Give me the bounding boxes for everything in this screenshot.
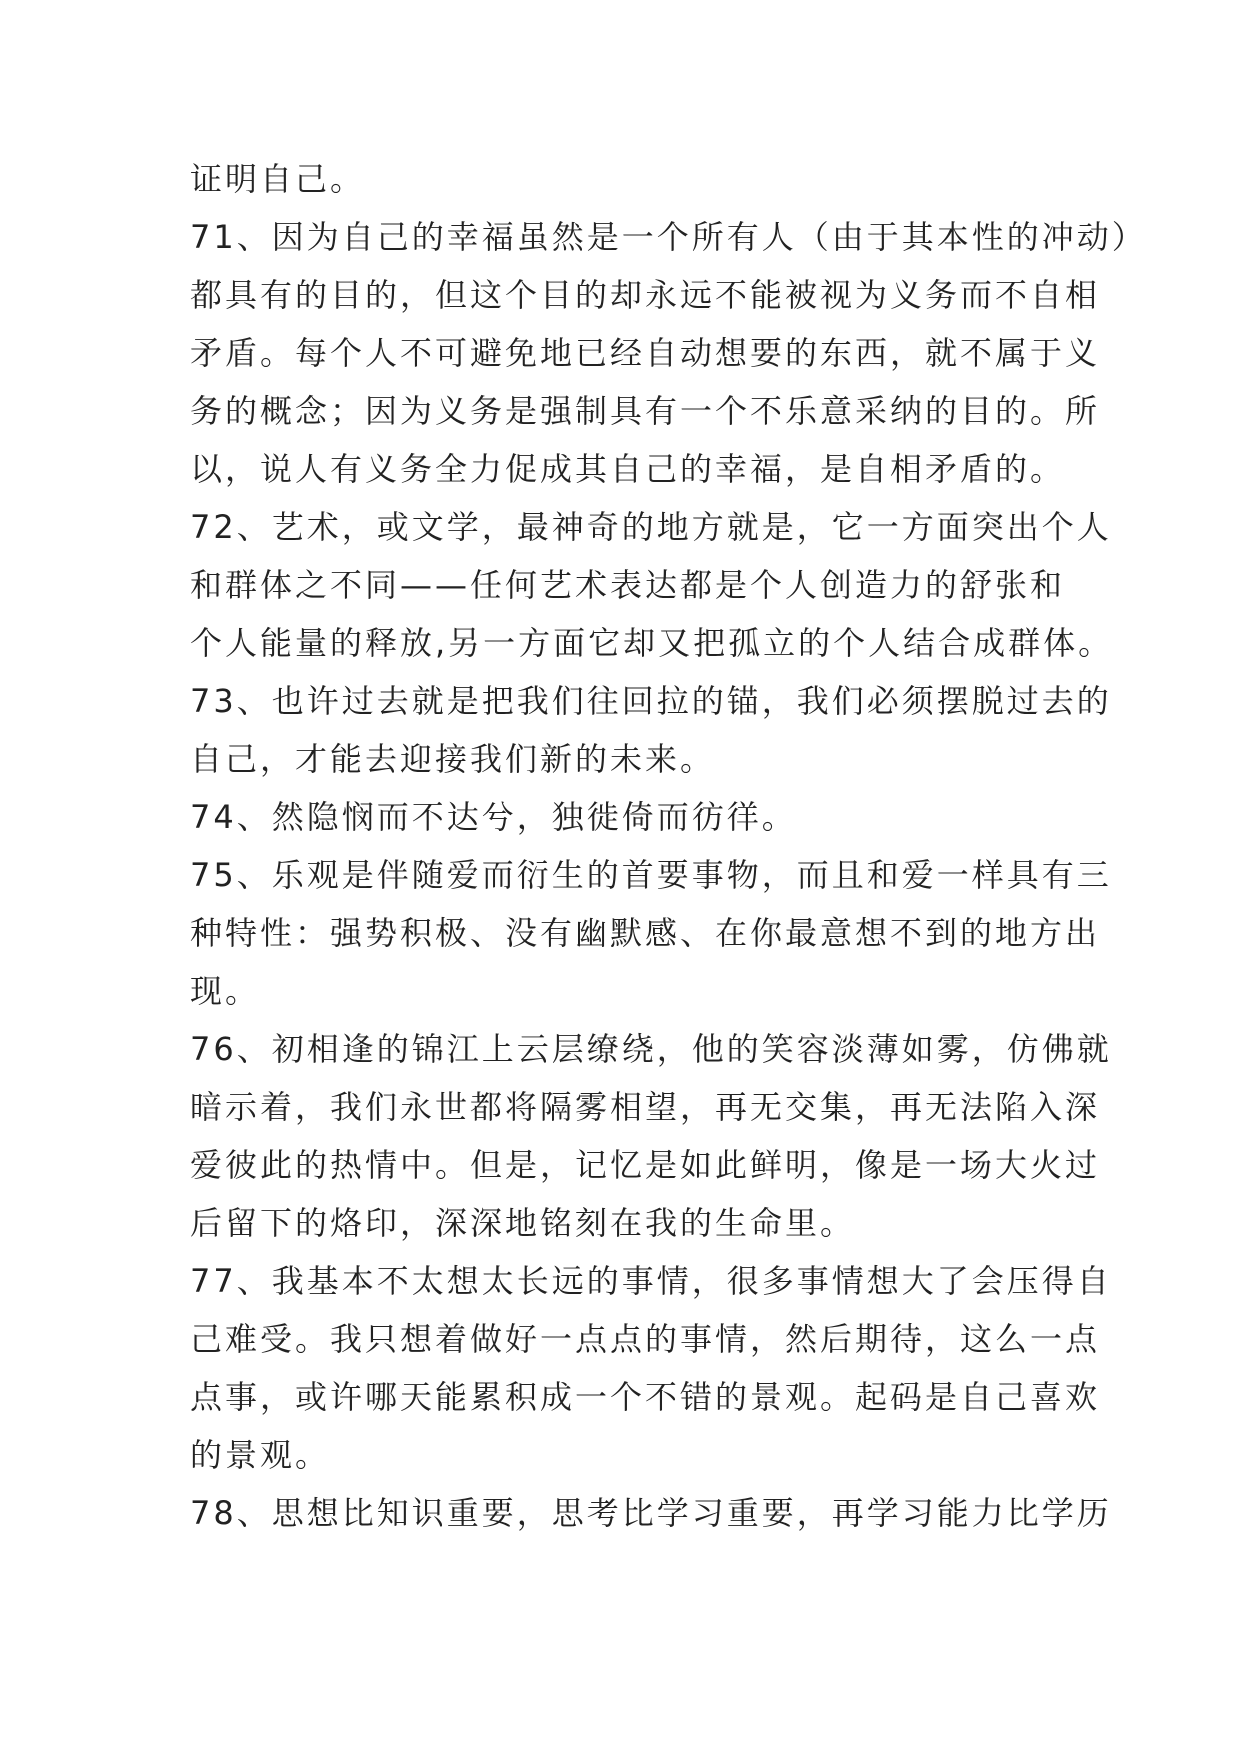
text-line: 和群体之不同——任何艺术表达都是个人创造力的舒张和: [190, 566, 1066, 604]
text-line: 点事，或许哪天能累积成一个不错的景观。起码是自己喜欢: [190, 1378, 1101, 1416]
text-line: 己难受。我只想着做好一点点的事情，然后期待，这么一点: [190, 1320, 1101, 1358]
text-line: 74、然隐悯而不达兮，独徙倚而彷徉。: [190, 798, 797, 836]
text-line: 75、乐观是伴随爱而衍生的首要事物，而且和爱一样具有三: [190, 856, 1112, 894]
text-line: 后留下的烙印，深深地铭刻在我的生命里。: [190, 1204, 856, 1242]
text-line: 的景观。: [190, 1436, 331, 1474]
text-line: 个人能量的释放,另一方面它却又把孤立的个人结合成群体。: [190, 624, 1114, 662]
text-line: 73、也许过去就是把我们往回拉的锚，我们必须摆脱过去的: [190, 682, 1112, 720]
text-line: 爱彼此的热情中。但是，记忆是如此鲜明，像是一场大火过: [190, 1146, 1101, 1184]
text-line: 自己，才能去迎接我们新的未来。: [190, 740, 716, 778]
text-line: 现。: [190, 972, 261, 1010]
text-line: 务的概念；因为义务是强制具有一个不乐意采纳的目的。所: [190, 392, 1101, 430]
text-line: 71、因为自己的幸福虽然是一个所有人（由于其本性的冲动）: [190, 218, 1147, 256]
text-line: 矛盾。每个人不可避免地已经自动想要的东西，就不属于义: [190, 334, 1101, 372]
text-line: 种特性：强势积极、没有幽默感、在你最意想不到的地方出: [190, 914, 1101, 952]
text-line: 以，说人有义务全力促成其自己的幸福，是自相矛盾的。: [190, 450, 1066, 488]
text-line: 暗示着，我们永世都将隔雾相望，再无交集，再无法陷入深: [190, 1088, 1101, 1126]
text-line: 76、初相逢的锦江上云层缭绕，他的笑容淡薄如雾，仿佛就: [190, 1030, 1112, 1068]
text-line: 77、我基本不太想太长远的事情，很多事情想大了会压得自: [190, 1262, 1112, 1300]
text-line: 都具有的目的，但这个目的却永远不能被视为义务而不自相: [190, 276, 1101, 314]
document-body: [190, 150, 1147, 1542]
text-line: 证明自己。: [190, 160, 366, 198]
text-line: 78、思想比知识重要，思考比学习重要，再学习能力比学历: [190, 1494, 1112, 1532]
text-line: 72、艺术，或文学，最神奇的地方就是，它一方面突出个人: [190, 508, 1112, 546]
